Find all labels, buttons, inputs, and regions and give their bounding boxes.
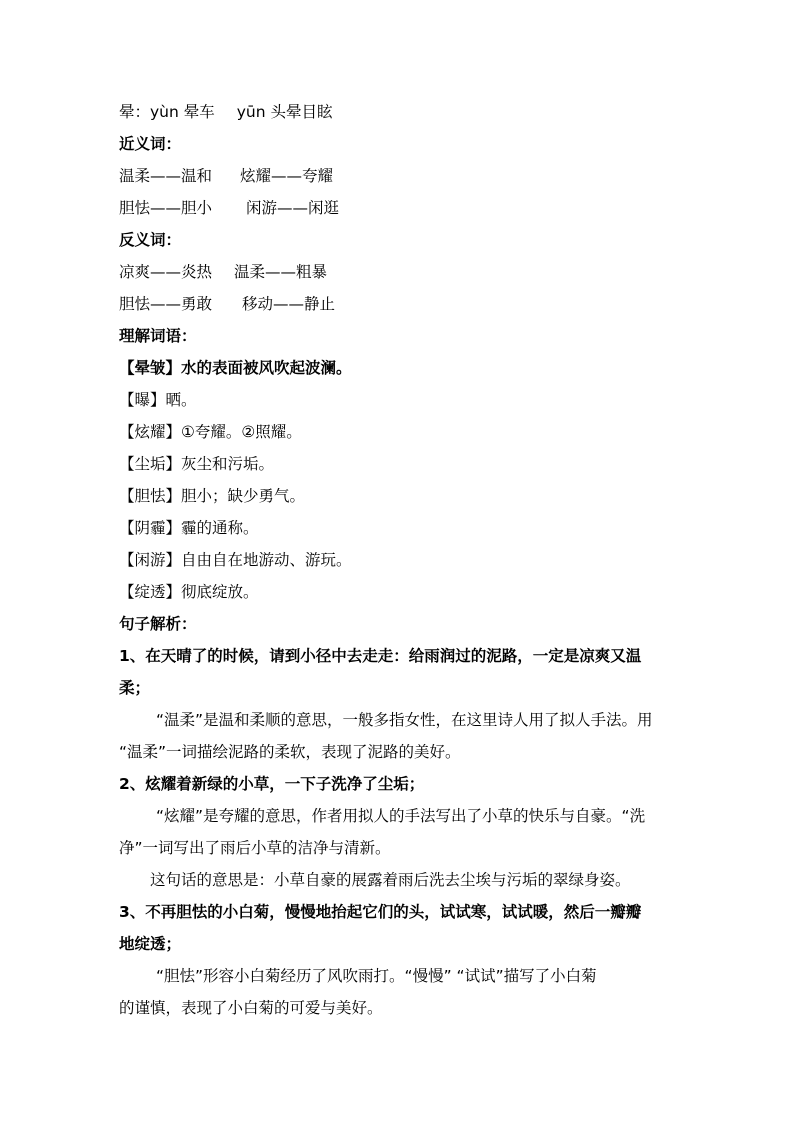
- synonym-pair: 炫耀——夸耀: [240, 167, 334, 185]
- sentence-2-explanation-line-2: 净”一词写出了雨后小草的洁净与清新。: [119, 839, 391, 857]
- glossary-item: 【阴霾】霾的通称。: [119, 519, 259, 537]
- sentence-3-line-2: 地绽透；: [119, 935, 182, 953]
- sentence-3-explanation-line-1: “胆怯”形容小白菊经历了风吹雨打。“慢慢” “试试”描写了小白菊: [156, 967, 597, 985]
- pronunciation-yun4: 晕：yùn 晕车: [119, 103, 215, 121]
- synonym-pair: 闲游——闲逛: [246, 199, 340, 217]
- glossary-item: 【曝】晒。: [119, 391, 197, 409]
- sentence-2-explanation-line-1: “炫耀”是夸耀的意思，作者用拟人的手法写出了小草的快乐与自豪。“洗: [156, 807, 646, 825]
- pronunciation-yun1: yūn 头晕目眩: [236, 103, 333, 121]
- antonym-pair: 胆怯——勇敢: [119, 295, 213, 313]
- analysis-heading: 句子解析：: [119, 615, 197, 633]
- glossary-item: 【尘垢】灰尘和污垢。: [119, 455, 275, 473]
- glossary-heading: 理解词语：: [119, 327, 197, 345]
- glossary-item: 【炫耀】①夸耀。②照耀。: [119, 423, 302, 441]
- glossary-item: 【胆怯】胆小；缺少勇气。: [119, 487, 306, 505]
- antonym-row-1: [119, 262, 679, 282]
- antonym-pair: 温柔——粗暴: [234, 263, 328, 281]
- sentence-1-explanation-line-1: “温柔”是温和柔顺的意思，一般多指女性，在这里诗人用了拟人手法。用: [156, 711, 653, 729]
- glossary-item: 【闲游】自由自在地游动、游玩。: [119, 551, 352, 569]
- antonyms-heading: 反义词：: [119, 231, 182, 249]
- pronunciation-line: [119, 102, 679, 122]
- sentence-2-meaning: 这句话的意思是：小草自豪的展露着雨后洗去尘埃与污垢的翠绿身姿。: [150, 871, 631, 889]
- antonym-pair: 移动——静止: [242, 295, 336, 313]
- synonym-pair: 温柔——温和: [119, 167, 213, 185]
- sentence-1-line-1: 1、在天晴了的时候，请到小径中去走走：给雨润过的泥路，一定是凉爽又温: [119, 647, 642, 665]
- sentence-3-line-1: 3、不再胆怯的小白菊，慢慢地抬起它们的头，试试寒，试试暖，然后一瓣瓣: [119, 903, 642, 921]
- glossary-item: 【晕皱】水的表面被风吹起波澜。: [119, 359, 352, 377]
- sentence-3-explanation-line-2: 的谨慎，表现了小白菊的可爱与美好。: [119, 999, 383, 1017]
- synonym-pair: 胆怯——胆小: [119, 199, 213, 217]
- antonym-row-2: [119, 294, 679, 314]
- sentence-2-line-1: 2、炫耀着新绿的小草，一下子洗净了尘垢；: [119, 775, 425, 793]
- glossary-item: 【绽透】彻底绽放。: [119, 583, 259, 601]
- synonym-row-2: [119, 198, 679, 218]
- synonym-row-1: [119, 166, 679, 186]
- sentence-1-explanation-line-2: “温柔”一词描绘泥路的柔软，表现了泥路的美好。: [119, 743, 461, 761]
- sentence-1-line-2: 柔；: [119, 679, 151, 697]
- antonym-pair: 凉爽——炎热: [119, 263, 213, 281]
- synonyms-heading: 近义词：: [119, 135, 182, 153]
